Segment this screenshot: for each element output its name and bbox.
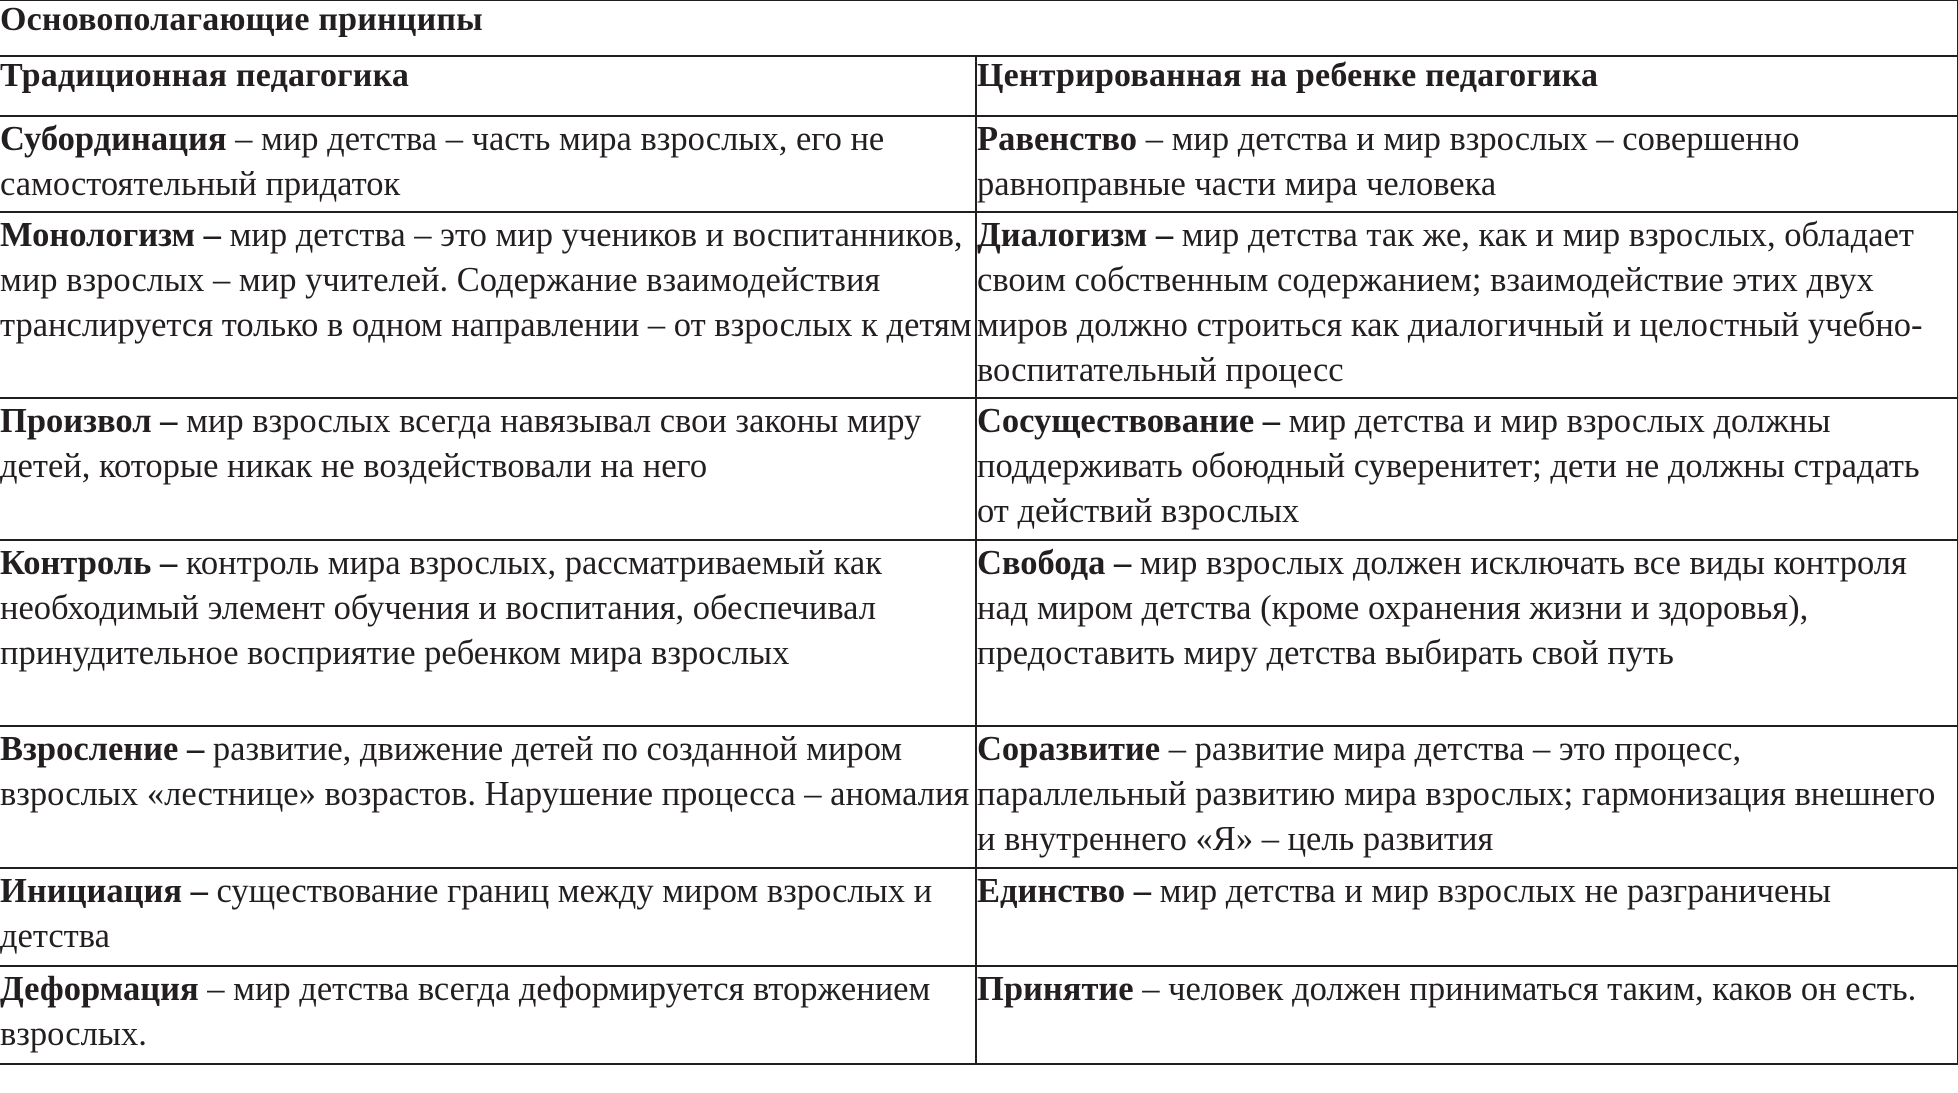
principle-description: существование границ между миром взрослых и детства: [0, 872, 933, 955]
principle-description: – мир детства и мир взрослых – совершенно равноправные части мира человека: [977, 120, 1800, 203]
principle-description: – человек должен приниматься таким, каков он есть.: [1133, 970, 1917, 1008]
principle-term: Инициация –: [0, 872, 208, 910]
principle-term: Монологизм –: [0, 216, 221, 254]
principle-description: мир детства и мир взрослых должны поддерживать обоюдный суверенитет; дети не должны страдать от действий взрослых: [977, 402, 1920, 530]
principle-term: Деформация: [0, 970, 199, 1008]
child-centered-cell: [976, 726, 1958, 868]
table-row: [0, 868, 1958, 966]
principle-term: Произвол –: [0, 402, 178, 440]
child-centered-cell: [976, 116, 1958, 212]
table-title-row: [0, 1, 1958, 57]
principle-term: Принятие: [977, 970, 1134, 1008]
column-header-child-centered: Центрированная на ребенке педагогика: [976, 56, 1958, 116]
column-header-row: [0, 56, 1958, 116]
principle-description: мир взрослых всегда навязывал свои законы миру детей, которые никак не воздействовали на него: [0, 402, 922, 485]
child-centered-cell: [976, 966, 1958, 1064]
principle-description: мир детства – это мир учеников и воспитанников, мир взрослых – мир учителей. Содержание взаимодействия транслируется только в одном направлении – от взрослых к детям: [0, 216, 972, 344]
traditional-cell: [0, 116, 976, 212]
table-title: Основополагающие принципы: [0, 1, 1958, 57]
principle-description: – мир детства – часть мира взрослых, его не самостоятельный придаток: [0, 120, 885, 203]
table-row: [0, 398, 1958, 540]
principle-term: Соразвитие: [977, 730, 1161, 768]
traditional-cell: [0, 212, 976, 398]
traditional-cell: [0, 966, 976, 1064]
principle-description: мир взрослых должен исключать все виды контроля над миром детства (кроме охранения жизни и здоровья), предоставить миру детства выбирать свой путь: [977, 544, 1907, 672]
column-header-traditional: Традиционная педагогика: [0, 56, 976, 116]
principle-term: Взросление –: [0, 730, 205, 768]
table-row: [0, 212, 1958, 398]
principle-description: мир детства так же, как и мир взрослых, обладает своим собственным содержанием; взаимодействие этих двух миров должно строиться как диалогичный и целостный учебно-воспитательный процесс: [977, 216, 1923, 389]
principle-term: Сосуществование –: [977, 402, 1281, 440]
principle-description: мир детства и мир взрослых не разграничены: [1151, 872, 1831, 910]
traditional-cell: [0, 726, 976, 868]
table-row: [0, 966, 1958, 1064]
principle-term: Диалогизм –: [977, 216, 1174, 254]
table-row: [0, 540, 1958, 726]
child-centered-cell: [976, 540, 1958, 726]
traditional-cell: [0, 540, 976, 726]
principle-term: Субординация: [0, 120, 227, 158]
principle-term: Контроль –: [0, 544, 178, 582]
table-row: [0, 116, 1958, 212]
traditional-cell: [0, 868, 976, 966]
child-centered-cell: [976, 212, 1958, 398]
traditional-cell: [0, 398, 976, 540]
child-centered-cell: [976, 868, 1958, 966]
principle-description: контроль мира взрослых, рассматриваемый как необходимый элемент обучения и воспитания, обеспечивал принудительное восприятие ребенком мира взрослых: [0, 544, 882, 672]
table-row: [0, 726, 1958, 868]
child-centered-cell: [976, 398, 1958, 540]
principle-term: Свобода –: [977, 544, 1132, 582]
principle-term: Равенство: [977, 120, 1138, 158]
principle-term: Единство –: [977, 872, 1151, 910]
principle-description: – развитие мира детства – это процесс, параллельный развитию мира взрослых; гармонизация внешнего и внутреннего «Я» – цель развития: [977, 730, 1936, 858]
principle-description: – мир детства всегда деформируется вторжением взрослых.: [0, 970, 931, 1053]
principle-description: развитие, движение детей по созданной миром взрослых «лестнице» возрастов. Нарушение процесса – аномалия: [0, 730, 970, 813]
